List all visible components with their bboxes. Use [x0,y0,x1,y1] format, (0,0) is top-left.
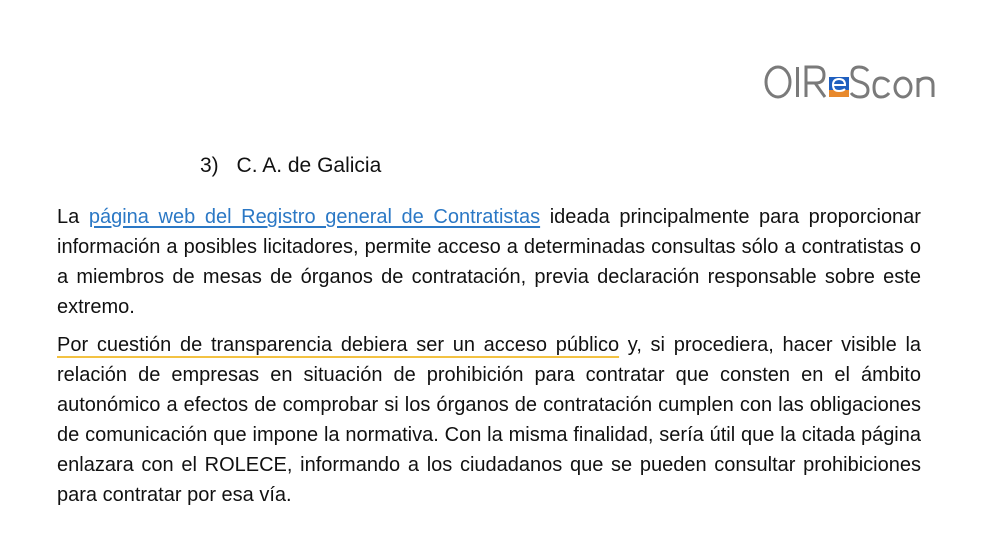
oirescon-logo-graphic [762,52,954,108]
paragraph-registro [57,202,921,322]
paragraph1-body: ideada principalmente para proporcionar información a posibles licitadores, permite acceso a determinadas consultas sólo a contratistas o a miembros de mesas de órganos de contratación, previa declaración responsable sobre este extremo. [57,206,921,318]
paragraph1-lead: La [57,206,80,228]
section-number: 3) [200,154,219,177]
oirescon-logo [762,52,954,108]
paragraph-transparencia [57,330,921,510]
section-title: C. A. de Galicia [236,154,382,177]
registro-contratistas-link[interactable]: página web del Registro general de Contratistas [88,206,541,228]
paragraph2-body: y, si procediera, hacer visible la relación de empresas en situación de prohibición para contratar que consten en el ámbito autonómico a efectos de comprobar si los órganos de contratación cumplen con las obligaciones de comunicación que impone la normativa. Con la misma finalidad, sería útil que la citada página enlazara con el ROLECE, informando a los ciudadanos que se pueden consultar prohibiciones para contratar por esa vía. [57,334,922,506]
highlighted-phrase: Por cuestión de transparencia debiera ser un acceso público [57,334,620,356]
section-heading [200,152,381,180]
